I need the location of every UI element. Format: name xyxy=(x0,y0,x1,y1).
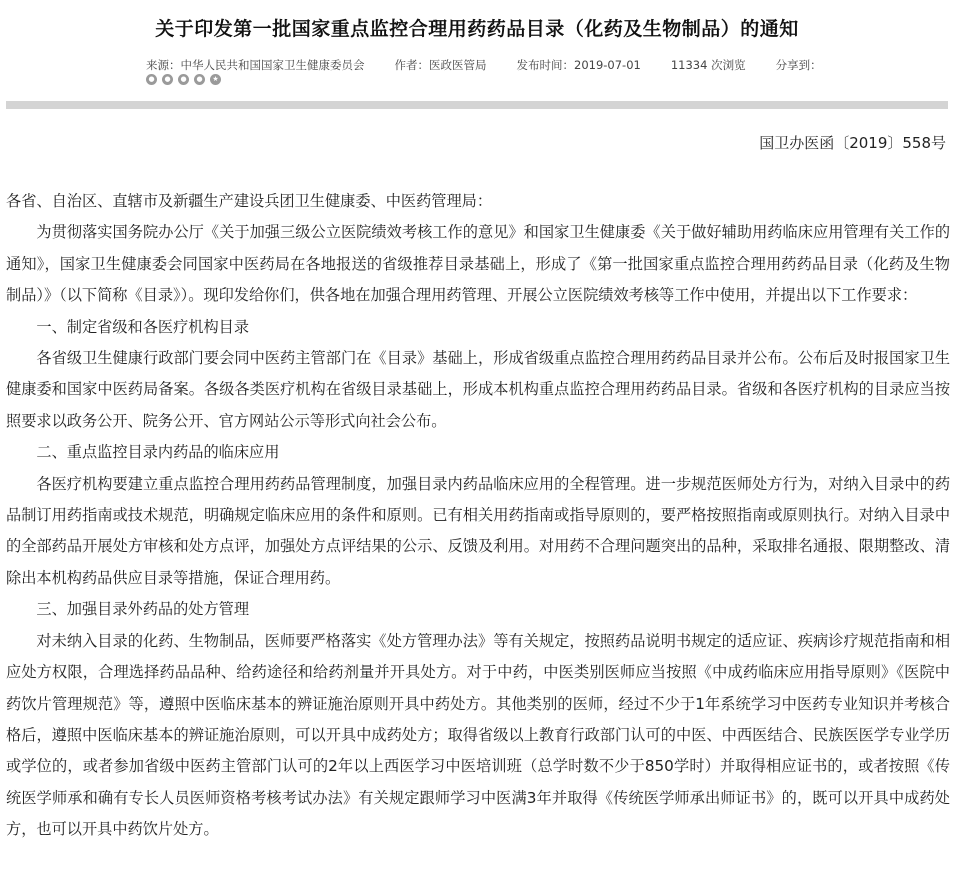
share-icons xyxy=(146,74,226,93)
source-label: 来源：中华人民共和国国家卫生健康委员会 xyxy=(146,58,365,72)
author-label: 作者：医政医管局 xyxy=(394,58,487,72)
section-heading: 二、重点监控目录内药品的临床应用 xyxy=(36,443,280,462)
header-divider xyxy=(6,101,948,109)
star-icon[interactable]: ★ xyxy=(210,74,221,85)
article-meta xyxy=(146,57,822,73)
paragraph: 各省级卫生健康行政部门要会同中医药主管部门在《目录》基础上，形成省级重点监控合理用药药品目录并公布。公布后及时报国家卫生健康委和国家中医药局备案。各级各类医疗机构在省级目录基础上，形成本机构重点监控合理用药药品目录。省级和各医疗机构的目录应当按照要求以政务公开、院务公开、官方网站公示等形式向社会公布。 xyxy=(6,349,950,430)
article-body xyxy=(6,186,950,846)
paragraph: 为贯彻落实国务院办公厅《关于加强三级公立医院绩效考核工作的意见》和国家卫生健康委《关于做好辅助用药临床应用管理有关工作的通知》，国家卫生健康委会同国家中医药局在各地报送的省级推荐目录基础上，形成了《第一批国家重点监控合理用药药品目录（化药及生物制品）》（以下简称《目录》）。现印发给你们，供各地在加强合理用药管理、开展公立医院绩效考核等工作中使用，并提出以下工作要求： xyxy=(6,223,950,305)
qq-icon[interactable]: ● xyxy=(178,74,189,85)
wechat-icon[interactable]: ● xyxy=(146,74,157,85)
section-heading: 三、加强目录外药品的处方管理 xyxy=(36,600,250,619)
page-title: 关于印发第一批国家重点监控合理用药药品目录（化药及生物制品）的通知 xyxy=(155,18,799,40)
qzone-icon[interactable]: ● xyxy=(194,74,205,85)
publish-date: 发布时间：2019-07-01 xyxy=(516,58,641,72)
paragraph: 各医疗机构要建立重点监控合理用药药品管理制度，加强目录内药品临床应用的全程管理。进一步规范医师处方行为，对纳入目录中的药品制订用药指南或技术规范，明确规定临床应用的条件和原则。已有相关用药指南或指导原则的，要严格按照指南或原则执行。对纳入目录中的全部药品开展处方审核和处方点评，加强处方点评结果的公示、反馈及利用。对用药不合理问题突出的品种，采取排名通报、限期整改、清除出本机构药品供应目录等措施，保证合理用药。 xyxy=(6,474,950,587)
document-number: 国卫办医函〔2019〕558号 xyxy=(759,134,946,152)
view-count: 11334 次浏览 xyxy=(670,58,746,72)
salutation: 各省、自治区、直辖市及新疆生产建设兵团卫生健康委、中医药管理局： xyxy=(6,192,492,210)
weibo-icon[interactable]: ● xyxy=(162,74,173,85)
section-heading: 一、制定省级和各医疗机构目录 xyxy=(36,317,250,336)
share-label: 分享到： xyxy=(775,58,822,72)
paragraph: 对未纳入目录的化药、生物制品，医师要严格落实《处方管理办法》等有关规定，按照药品说明书规定的适应证、疾病诊疗规范指南和相应处方权限，合理选择药品品种、给药途径和给药剂量并开具处方。对于中药，中医类别医师应当按照《中成药临床应用指导原则》《医院中药饮片管理规范》等，遵照中医临床基本的辨证施治原则开具中药处方。其他类别的医师，经过不少于1年系统学习中医药专业知识并考核合格后，遵照中医临床基本的辨证施治原则，可以开具中成药处方；取得省级以上教育行政部门认可的中医、中西医结合、民族医医学专业学历或学位的，或者参加省级中医药主管部门认可的2年以上西医学习中医培训班（总学时数不少于850学时）并取得相应证书的，或者按照《传统医学师承和确有专长人员医师资格考核考试办法》有关规定跟师学习中医满3年并取得《传统医学师承出师证书》的，既可以开具中成药处方，也可以开具中药饮片处方。 xyxy=(6,631,950,839)
